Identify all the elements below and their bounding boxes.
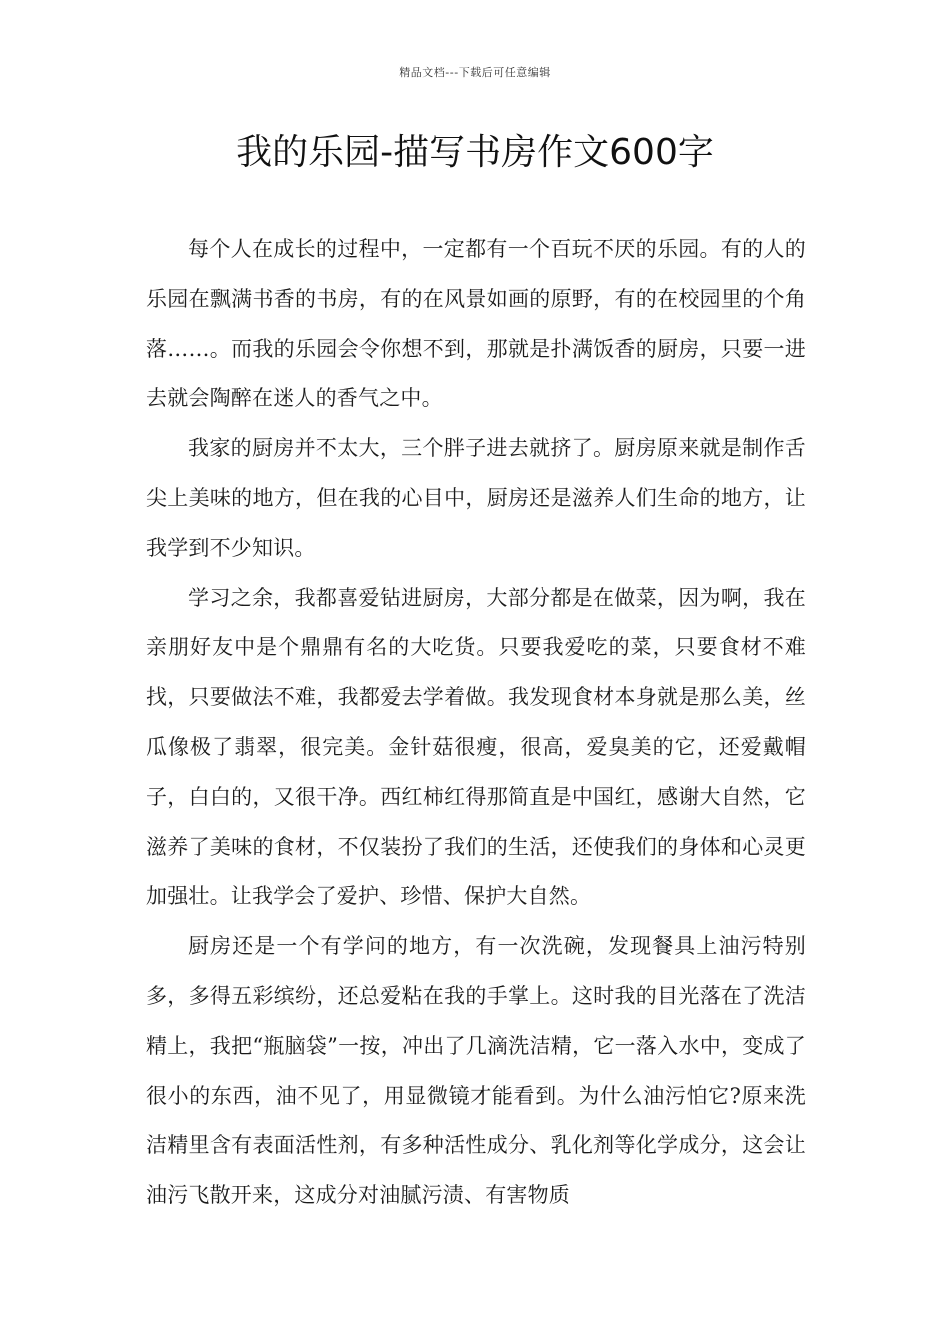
paragraph-3: 学习之余，我都喜爱钻进厨房，大部分都是在做菜，因为啊，我在亲朋好友中是个鼎鼎有名的大吃货。只要我爱吃的菜，只要食材不难找，只要做法不难，我都爱去学着做。我发现食材本身就是那么美，丝瓜像极了翡翠，很完美。金针菇很瘦，很高，爱臭美的它，还爱戴帽子，白白的，又很干净。西红柿红得那简直是中国红，感谢大自然，它滋养了美味的食材，不仅装扮了我们的生活，还使我们的身体和心灵更加强壮。让我学会了爱护、珍惜、保护大自然。 [146, 585, 806, 909]
paragraph-1: 每个人在成长的过程中，一定都有一个百玩不厌的乐园。有的人的乐园在飘满书香的书房，有的在风景如画的原野，有的在校园里的个角落……。而我的乐园会令你想不到，那就是扑满饭香的厨房，只要一进去就会陶醉在迷人的香气之中。 [146, 237, 806, 411]
document-body [146, 225, 806, 1221]
document-title: 我的乐园-描写书房作文600字 [236, 132, 714, 173]
header-note: 精品文档---下载后可任意编辑 [399, 66, 551, 79]
paragraph-4: 厨房还是一个有学问的地方，有一次洗碗，发现餐具上油污特别多，多得五彩缤纷，还总爱粘在我的手掌上。这时我的目光落在了洗洁精上，我把“瓶脑袋”一按，冲出了几滴洗洁精，它一落入水中，变成了很小的东西，油不见了，用显微镜才能看到。为什么油污怕它?原来洗洁精里含有表面活性剂，有多种活性成分、乳化剂等化学成分，这会让油污飞散开来，这成分对油腻污渍、有害物质 [146, 934, 806, 1208]
paragraph-2: 我家的厨房并不太大，三个胖子进去就挤了。厨房原来就是制作舌尖上美味的地方，但在我的心目中，厨房还是滋养人们生命的地方，让我学到不少知识。 [146, 436, 806, 560]
